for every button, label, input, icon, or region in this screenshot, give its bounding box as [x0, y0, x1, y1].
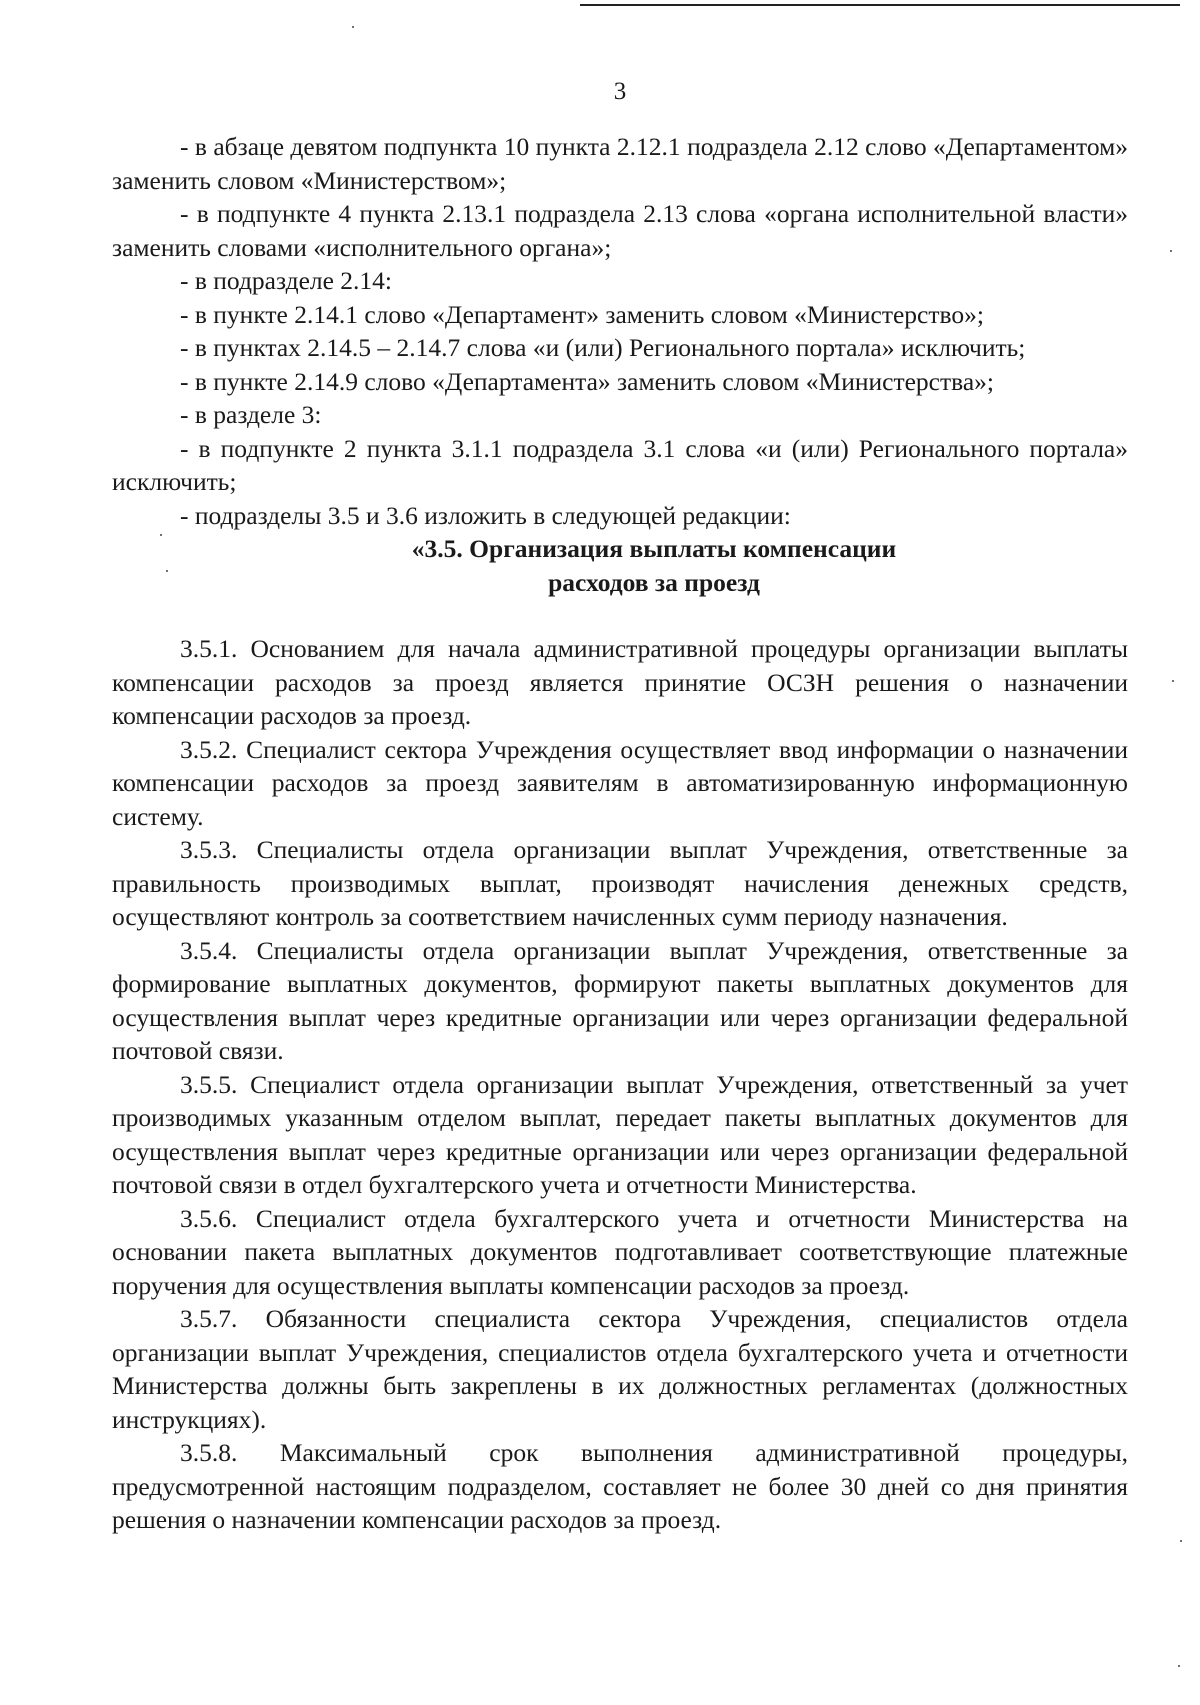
amendment-item: - подразделы 3.5 и 3.6 изложить в следующей редакции:	[180, 500, 791, 530]
section-heading-line: расходов за проезд	[548, 567, 760, 597]
section-paragraph: 3.5.4. Специалисты отдела организации выплат Учреждения, ответственные за формирование выплатных документов, формируют пакеты выплатных документов для осуществления выплат через кредитные организации или через организации федеральной почтовой связи.	[112, 935, 1128, 1065]
scan-speck	[352, 26, 354, 28]
scan-speck	[1170, 250, 1172, 252]
top-border-line	[580, 4, 1180, 6]
section-paragraph: 3.5.2. Специалист сектора Учреждения осуществляет ввод информации о назначении компенсации расходов за проезд заявителям в автоматизированную информационную систему.	[112, 734, 1128, 831]
scan-speck	[166, 570, 168, 572]
amendment-item: - в подразделе 2.14:	[180, 266, 393, 295]
amendment-item: - в абзаце девятом подпункта 10 пункта 2.12.1 подраздела 2.12 слово «Департаментом» заменить словом «Министерством»;	[112, 132, 1128, 195]
section-heading-line: «3.5. Организация выплаты компенсации	[411, 534, 897, 563]
section-paragraph: 3.5.5. Специалист отдела организации выплат Учреждения, ответственный за учет производимых указанным отделом выплат, передает пакеты выплатных документов для осуществления выплат через кредитные организации или через организации федеральной почтовой связи в отдел бухгалтерского учета и отчетности Министерства.	[112, 1069, 1128, 1199]
document-body	[112, 130, 1128, 1537]
amendment-item: - в пункте 2.14.1 слово «Департамент» заменить словом «Министерство»;	[180, 299, 984, 329]
section-paragraph: 3.5.8. Максимальный срок выполнения административной процедуры, предусмотренной настоящим подразделом, составляет не более 30 дней со дня принятия решения о назначении компенсации расходов за проезд.	[112, 1438, 1128, 1534]
amendment-item: - в подпункте 2 пункта 3.1.1 подраздела 3.1 слова «и (или) Регионального портала» исключить;	[112, 433, 1128, 496]
amendment-item: - в пункте 2.14.9 слово «Департамента» заменить словом «Министерства»;	[180, 366, 994, 396]
scan-speck	[1172, 680, 1174, 682]
amendment-item: - в пунктах 2.14.5 – 2.14.7 слова «и (или) Регионального портала» исключить;	[180, 333, 1026, 362]
amendment-item: - в подпункте 4 пункта 2.13.1 подраздела 2.13 слова «органа исполнительной власти» заменить словами «исполнительного органа»;	[112, 199, 1128, 262]
page-number: 3	[613, 78, 627, 105]
section-heading	[112, 532, 1128, 599]
scan-speck	[1178, 1665, 1180, 1667]
amendment-item: - в разделе 3:	[180, 400, 322, 429]
scan-speck	[160, 534, 162, 536]
scan-speck	[1180, 1540, 1182, 1542]
section-paragraph: 3.5.1. Основанием для начала административной процедуры организации выплаты компенсации расходов за проезд является принятие ОСЗН решения о назначении компенсации расходов за проезд.	[112, 634, 1128, 730]
section-paragraph: 3.5.6. Специалист отдела бухгалтерского учета и отчетности Министерства на основании пакета выплатных документов подготавливает соответствующие платежные поручения для осуществления выплаты компенсации расходов за проезд.	[112, 1203, 1128, 1300]
section-paragraph: 3.5.3. Специалисты отдела организации выплат Учреждения, ответственные за правильность производимых выплат, производят начисления денежных средств, осуществляют контроль за соответствием начисленных сумм периоду назначения.	[112, 835, 1128, 931]
section-paragraph: 3.5.7. Обязанности специалиста сектора Учреждения, специалистов отдела организации выплат Учреждения, специалистов отдела бухгалтерского учета и отчетности Министерства должны быть закреплены в их должностных регламентах (должностных инструкциях).	[112, 1304, 1128, 1434]
